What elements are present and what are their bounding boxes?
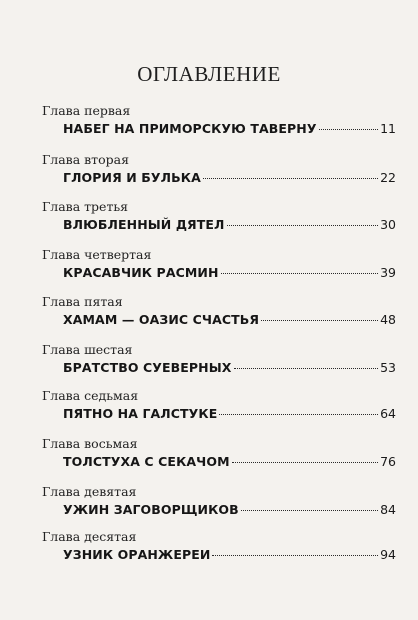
toc-leader-row (63, 406, 396, 422)
chapter-label: Глава десятая (42, 529, 137, 544)
toc-leader-row (63, 170, 396, 186)
dot-leader (219, 414, 378, 415)
toc-entry (0, 247, 418, 287)
dot-leader (212, 555, 378, 556)
chapter-label: Глава девятая (42, 484, 137, 499)
page-title: ОГЛАВЛЕНИЕ (137, 62, 281, 86)
dot-leader (221, 273, 379, 274)
chapter-title: ТОЛСТУХА С СЕКАЧОМ (63, 454, 230, 469)
toc-leader-row (63, 265, 396, 281)
toc-entry (0, 103, 418, 143)
chapter-title: УЖИН ЗАГОВОРЩИКОВ (63, 502, 239, 517)
page-number: 39 (380, 265, 396, 280)
toc-entry (0, 529, 418, 569)
chapter-label: Глава шестая (42, 342, 133, 357)
dot-leader (203, 178, 378, 179)
chapter-title: ПЯТНО НА ГАЛСТУКЕ (63, 406, 218, 421)
toc-entry (0, 152, 418, 192)
chapter-title: ВЛЮБЛЕННЫЙ ДЯТЕЛ (63, 217, 225, 232)
chapter-label: Глава восьмая (42, 436, 138, 451)
toc-entry (0, 199, 418, 239)
page-number: 53 (380, 360, 396, 375)
page-number: 22 (380, 170, 396, 185)
toc-entry (0, 484, 418, 524)
dot-leader (232, 462, 378, 463)
toc-leader-row (63, 121, 396, 137)
page-number: 64 (380, 406, 396, 421)
chapter-label: Глава первая (42, 103, 131, 118)
page-number: 11 (380, 121, 396, 136)
chapter-label: Глава седьмая (42, 388, 139, 403)
toc-entry (0, 294, 418, 334)
toc-entry (0, 436, 418, 476)
dot-leader (227, 225, 379, 226)
page-number: 76 (380, 454, 396, 469)
chapter-label: Глава вторая (42, 152, 129, 167)
dot-leader (261, 320, 378, 321)
chapter-title: УЗНИК ОРАНЖЕРЕИ (63, 547, 211, 562)
dot-leader (234, 368, 379, 369)
toc-leader-row (63, 547, 396, 563)
toc-entry (0, 342, 418, 382)
toc-entry (0, 388, 418, 428)
page-number: 48 (380, 312, 396, 327)
chapter-label: Глава четвертая (42, 247, 152, 262)
page-number: 84 (380, 502, 396, 517)
chapter-title: ГЛОРИЯ И БУЛЬКА (63, 170, 201, 185)
chapter-label: Глава пятая (42, 294, 123, 309)
toc-leader-row (63, 502, 396, 518)
page-number: 30 (380, 217, 396, 232)
chapter-label: Глава третья (42, 199, 129, 214)
toc-leader-row (63, 454, 396, 470)
chapter-title: ХАМАМ — ОАЗИС СЧАСТЬЯ (63, 312, 260, 327)
chapter-title: НАБЕГ НА ПРИМОРСКУЮ ТАВЕРНУ (63, 121, 317, 136)
toc-leader-row (63, 360, 396, 376)
toc-leader-row (63, 217, 396, 233)
dot-leader (319, 129, 378, 130)
chapter-title: КРАСАВЧИК РАСМИН (63, 265, 219, 280)
toc-leader-row (63, 312, 396, 328)
page-number: 94 (380, 547, 396, 562)
dot-leader (241, 510, 378, 511)
chapter-title: БРАТСТВО СУЕВЕРНЫХ (63, 360, 232, 375)
